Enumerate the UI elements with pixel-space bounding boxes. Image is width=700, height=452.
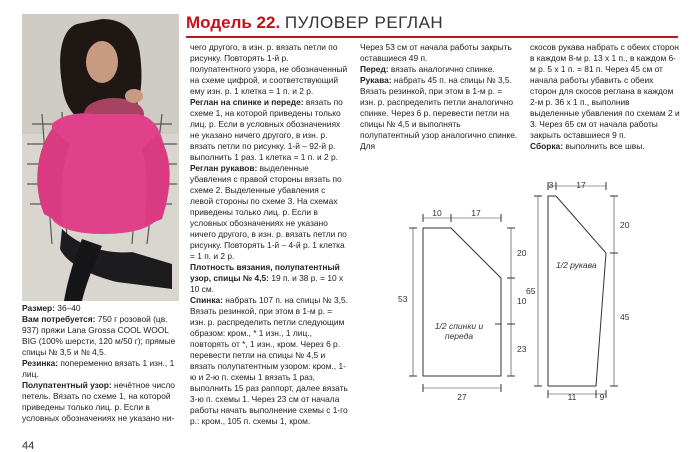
dim-sleeve-bottom-mid: 11 <box>567 392 577 402</box>
paragraph: Вам потребуется: 750 г розовой (цв. 937) пряжи Lana Grossa COOL WOOL BIG (100% шерсти, 120 м/50 г); прямые спицы № 3,5 и № 4,5. <box>22 314 176 357</box>
dim-bottom: 27 <box>457 392 467 402</box>
paragraph: Реглан рукавов: выделенные убавления с правой стороны вязать по схеме 2. Выделенные убавления с левой стороны по схеме 3. На схемах приведены только лиц. р. Если в условных обозначениях не указано ничего другого, в изн. р. вязать петли по рисунку. Повторять 1-й – 4-й р. 1 клетка = 1 п. и 2 р. <box>190 163 347 261</box>
text-column-1 <box>22 303 182 424</box>
diagram-sleeve-label: 1/2 рукава <box>556 260 597 270</box>
dim-right-mid: 10 <box>517 296 527 306</box>
model-name: ПУЛОВЕР РЕГЛАН <box>284 13 444 32</box>
diagram-back-front <box>395 206 530 416</box>
model-number: Модель 22. <box>186 13 281 32</box>
dim-sleeve-top-left: 3 <box>548 180 554 190</box>
photo-illustration <box>22 14 179 301</box>
paragraph: Через 53 см от начала работы закрыть оставшиеся 49 п. <box>360 42 512 63</box>
dim-right-lower: 23 <box>517 344 527 354</box>
paragraph: Перед: вязать аналогично спинке. <box>360 64 495 74</box>
paragraph: Полупатентный узор: нечётное число петель. Вязать по схеме 1, на которой приведены только лиц. р. Если в условных обозначениях не указано ни- <box>22 380 175 423</box>
title-divider <box>186 36 678 38</box>
dim-height: 53 <box>398 294 408 304</box>
paragraph: Рукава: набрать 45 п. на спицы № 3,5. Вязать резинкой, при этом в 1-м р. = изн. р. распределить петли аналогично спинке. Через 6 р. перевести петли на спицы № 4,5 и выполнять полупатентный узор аналогично спинке. Для <box>360 75 518 151</box>
dim-sleeve-right-lower: 45 <box>620 312 630 322</box>
text-column-3 <box>360 42 518 152</box>
dim-sleeve-height: 65 <box>526 286 536 296</box>
page-title <box>186 13 443 33</box>
dim-top-left: 10 <box>432 208 442 218</box>
dim-top-right: 17 <box>471 208 481 218</box>
dim-right-upper: 20 <box>517 248 527 258</box>
diagram-sleeve <box>528 178 648 403</box>
text-column-2 <box>190 42 348 427</box>
dim-sleeve-bottom-right: 9 <box>599 392 605 402</box>
paragraph: Реглан на спинке и переде: вязать по схеме 1, на которой приведены только лиц. р. Если в условных обозначениях не указано ничего другого, в изн. р. вязать петли по рисунку. 1-й – 92-й р. выполнить 1 раз. 1 клетка = 1 п. и 2 р. <box>190 97 343 162</box>
pattern-outline <box>423 228 501 376</box>
paragraph: скосов рукава набрать с обеих сторон в каждом 8-м р. 13 х 1 п., в каждом 6-м р. 5 х 1 п. = 81 п. Через 45 см от начала работы убавить с обеих сторон для скосов реглана в каждом 2-м р. 36 х 1 п., выполнив выделенные убавления по схемам 2 и 3. Через 65 см от начала работы закрыть оставшиеся 9 п. <box>530 42 680 140</box>
paragraph: Резинка: попеременно вязать 1 изн., 1 лиц. <box>22 358 175 379</box>
paragraph: Плотность вязания, полупатентный узор, спицы № 4,5: 19 п. и 38 р. = 10 х 10 см. <box>190 262 344 294</box>
paragraph: Спинка: набрать 107 п. на спицы № 3,5. Вязать резинкой, при этом в 1-м р. = изн. р. распределить петли следующим образом: кром., * 1 изн., 1 лиц., повторять от *, 1 изн., кром. Через 6 р. перевести петли на спицы № 4,5 и вязать полупатентным узором: кром., 1-ю и 2-ю п. схемы 1 вязать 1 раз, выполнить 15 раз раппорт, далее вязать 3-ю п. схемы 1. Через 23 см от начала работы начать выполнение схемы с 1-го р.: кром., 105 п. схемы 1, кром. <box>190 295 348 426</box>
sleeve-outline <box>548 196 606 386</box>
dim-sleeve-right-upper: 20 <box>620 220 630 230</box>
paragraph: чего другого, в изн. р. вязать петли по рисунку. Повторять 1-й р. полупатентного узора, не обозначенный на схеме цифрой, и соответствующий ему изн. р. 1 клетка = 1 п. и 2 р. <box>190 42 348 96</box>
paragraph: Сборка: выполнить все швы. <box>530 141 645 151</box>
paragraph: Размер: 36–40 <box>22 303 81 313</box>
diagram-front-label: 1/2 спинки и переда <box>434 321 484 341</box>
page-number: 44 <box>22 440 35 452</box>
model-photo <box>22 14 179 301</box>
text-column-4 <box>530 42 680 152</box>
dim-sleeve-top: 17 <box>576 180 586 190</box>
